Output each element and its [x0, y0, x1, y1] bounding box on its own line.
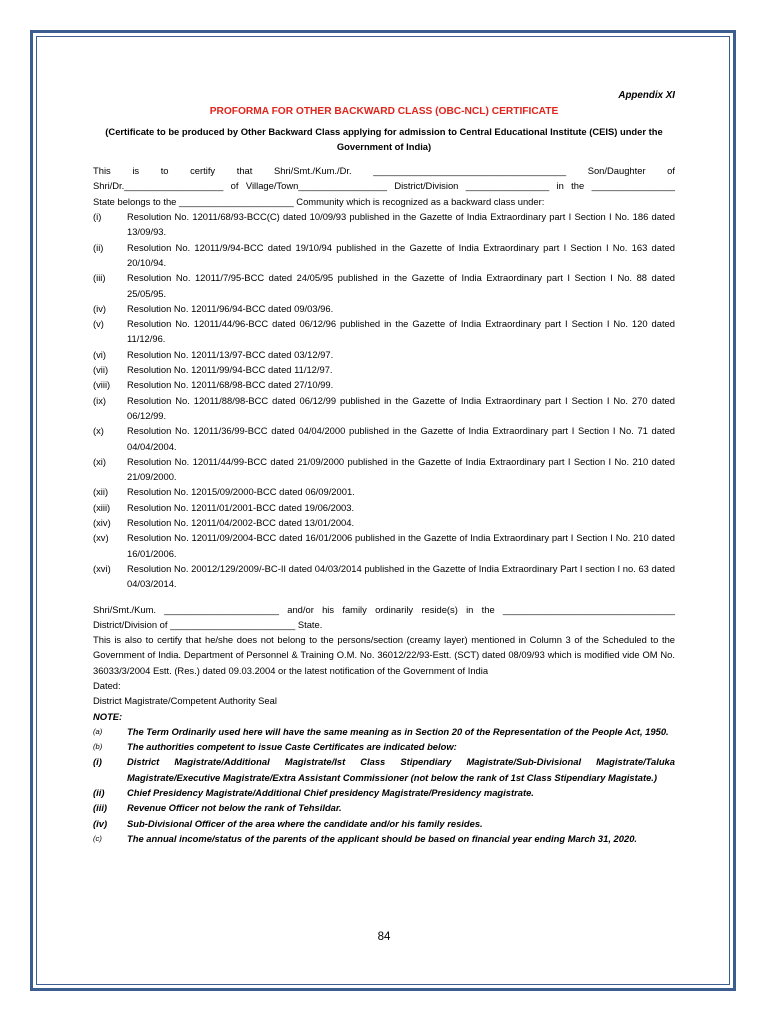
resolution-text: Resolution No. 20012/129/2009/-BC-II dated 04/03/2014 published in the Gazette of India Extraordinary Part I section I no. 63 dated 04/03/2014. [127, 562, 675, 590]
resolution-number: (xvi) [93, 562, 111, 574]
resolution-text: Resolution No. 12015/09/2000-BCC dated 06/09/2001. [127, 486, 355, 498]
note-item [93, 816, 675, 831]
resolution-text: Resolution No. 12011/96/94-BCC dated 09/03/96. [127, 302, 334, 314]
resolution-item [93, 500, 675, 515]
resolution-text: Resolution No. 12011/9/94-BCC dated 19/10/94 published in the Gazette of India Extraordinary part I Section I No. 163 dated 20/10/94. [127, 241, 675, 268]
note-item [93, 754, 675, 785]
dated-label: Dated: [93, 679, 121, 691]
resolution-item [93, 561, 675, 592]
resolution-item [93, 393, 675, 424]
resolution-number: (xv) [93, 532, 109, 544]
intro-line-2: Shri/Dr.___________________ of Village/Town_________________ District/Division ________________ in the ________________ [93, 180, 675, 192]
note-marker: (iii) [93, 802, 108, 814]
resolution-text: Resolution No. 12011/44/96-BCC dated 06/12/96 published in the Gazette of India Extraordinary part I Section I No. 120 dated 11/12/96. [127, 318, 675, 345]
resolution-number: (x) [93, 425, 104, 437]
resolution-number: (xiv) [93, 517, 111, 529]
note-item [93, 739, 675, 754]
document-page [93, 88, 675, 846]
document-title: PROFORMA FOR OTHER BACKWARD CLASS (OBC-NCL) CERTIFICATE [209, 106, 559, 118]
resolution-item [93, 377, 675, 392]
page-number: 84 [377, 931, 391, 943]
residence-line-1: Shri/Smt./Kum. ______________________ and/or his family ordinarily reside(s) in the _________________________________ [93, 603, 675, 615]
resolution-number: (vii) [93, 364, 109, 376]
resolution-text: Resolution No. 12011/99/94-BCC dated 11/12/97. [127, 364, 333, 376]
note-marker: (c) [93, 833, 102, 843]
resolution-text: Resolution No. 12011/13/97-BCC dated 03/12/97. [127, 348, 334, 360]
resolution-text: Resolution No. 12011/7/95-BCC dated 24/05/95 published in the Gazette of India Extraordinary part I Section I No. 88 dated 25/05/95. [127, 272, 675, 299]
resolution-number: (xii) [93, 486, 109, 498]
resolution-item [93, 362, 675, 377]
note-marker: (i) [93, 756, 102, 768]
notes-list [93, 724, 675, 846]
resolution-item [93, 301, 675, 316]
resolution-item [93, 423, 675, 454]
creamy-layer-paragraph: This is also to certify that he/she does not belong to the persons/section (creamy layer) mentioned in Column 3 of the Scheduled to the Government of India. Department of Personnel & Training O.M. No. 36012/22/93-Estt. (SCT) dated 08/09/93 which is modified vide OM No. 36033/3/2004 Estt. (Res.) dated 09.03.2004 or the latest notification of the Government of India [93, 634, 675, 676]
note-item [93, 800, 675, 815]
note-text: The Term Ordinarily used here will have the same meaning as in Section 20 of the Representation of the People Act, 1950. [127, 725, 669, 737]
resolution-number: (ix) [93, 394, 107, 406]
note-item [93, 785, 675, 800]
resolution-text: Resolution No. 12011/68/93-BCC(C) dated 10/09/93 published in the Gazette of India Extraordinary part I Section I No. 186 dated 13/09/93. [127, 211, 675, 238]
resolution-item [93, 270, 675, 301]
resolution-text: Resolution No. 12011/09/2004-BCC dated 16/01/2006 published in the Gazette of India Extraordinary part I Section I No. 210 dated 16/01/2006. [127, 532, 675, 559]
note-marker: (b) [93, 742, 103, 752]
resolution-text: Resolution No. 12011/36/99-BCC dated 04/04/2000 published in the Gazette of India Extraordinary part I Section I No. 71 dated 04/04/2004. [127, 425, 675, 452]
note-text: The annual income/status of the parents of the applicant should be based on financial year ending March 31, 2020. [127, 832, 638, 844]
resolution-item [93, 316, 675, 347]
resolution-number: (v) [93, 318, 104, 330]
resolution-number: (i) [93, 211, 102, 223]
resolution-text: Resolution No. 12011/01/2001-BCC dated 19/06/2003. [127, 501, 355, 513]
document-subtitle: (Certificate to be produced by Other Backward Class applying for admission to Central Educational Institute (CEIS) under the Government of India) [105, 125, 663, 152]
resolution-text: Resolution No. 12011/44/99-BCC dated 21/09/2000 published in the Gazette of India Extraordinary part I Section I No. 210 dated 21/09/2000. [127, 455, 675, 483]
resolution-item [93, 484, 675, 499]
resolution-number: (vi) [93, 348, 107, 360]
note-text: District Magistrate/Additional Magistrate/Ist Class Stipendiary Magistrate/Sub-Divisional Magistrate/Taluka Magistrate/Executive Magistrate/Extra Assistant Commissioner (not below the rank of 1st Class Stipendiary Magistate.) [127, 756, 675, 783]
note-marker: (ii) [93, 787, 105, 799]
resolution-item [93, 240, 675, 271]
note-text: Chief Presidency Magistrate/Additional Chief presidency Magistrate/Presidency magistrate. [127, 787, 534, 799]
resolution-list [93, 209, 675, 591]
note-heading: NOTE: [93, 710, 123, 722]
residence-line-2: District/Division of ________________________ State. [93, 618, 323, 630]
resolution-text: Resolution No. 12011/04/2002-BCC dated 13/01/2004. [127, 517, 355, 529]
resolution-number: (xi) [93, 455, 107, 467]
note-item [93, 724, 675, 739]
note-text: Sub-Divisional Officer of the area where the candidate and/or his family resides. [127, 817, 483, 829]
note-marker: (a) [93, 726, 103, 736]
appendix-label: Appendix XI [618, 90, 675, 101]
note-text: Revenue Officer not below the rank of Tehsildar. [127, 802, 342, 814]
resolution-number: (iii) [93, 272, 106, 284]
resolution-number: (viii) [93, 379, 111, 391]
resolution-item [93, 454, 675, 485]
signatory-label: District Magistrate/Competent Authority Seal [93, 695, 277, 707]
resolution-text: Resolution No. 12011/68/98-BCC dated 27/10/99. [127, 379, 334, 391]
resolution-item [93, 530, 675, 561]
intro-line-3: State belongs to the ______________________ Community which is recognized as a backward class under: [93, 195, 545, 207]
resolution-text: Resolution No. 12011/88/98-BCC dated 06/12/99 published in the Gazette of India Extraordinary part I Section I No. 270 dated 06/12/99. [127, 394, 675, 421]
resolution-item [93, 209, 675, 240]
resolution-item [93, 515, 675, 530]
note-text: The authorities competent to issue Caste Certificates are indicated below: [127, 741, 457, 753]
resolution-number: (xiii) [93, 501, 111, 513]
note-marker: (iv) [93, 817, 108, 829]
intro-line-1: This is to certify that Shri/Smt./Kum./Dr. _____________________________________ Son/Daughter of [93, 165, 675, 177]
resolution-number: (iv) [93, 302, 107, 314]
note-item [93, 831, 675, 846]
resolution-number: (ii) [93, 241, 104, 253]
spacer [93, 592, 675, 602]
resolution-item [93, 347, 675, 362]
